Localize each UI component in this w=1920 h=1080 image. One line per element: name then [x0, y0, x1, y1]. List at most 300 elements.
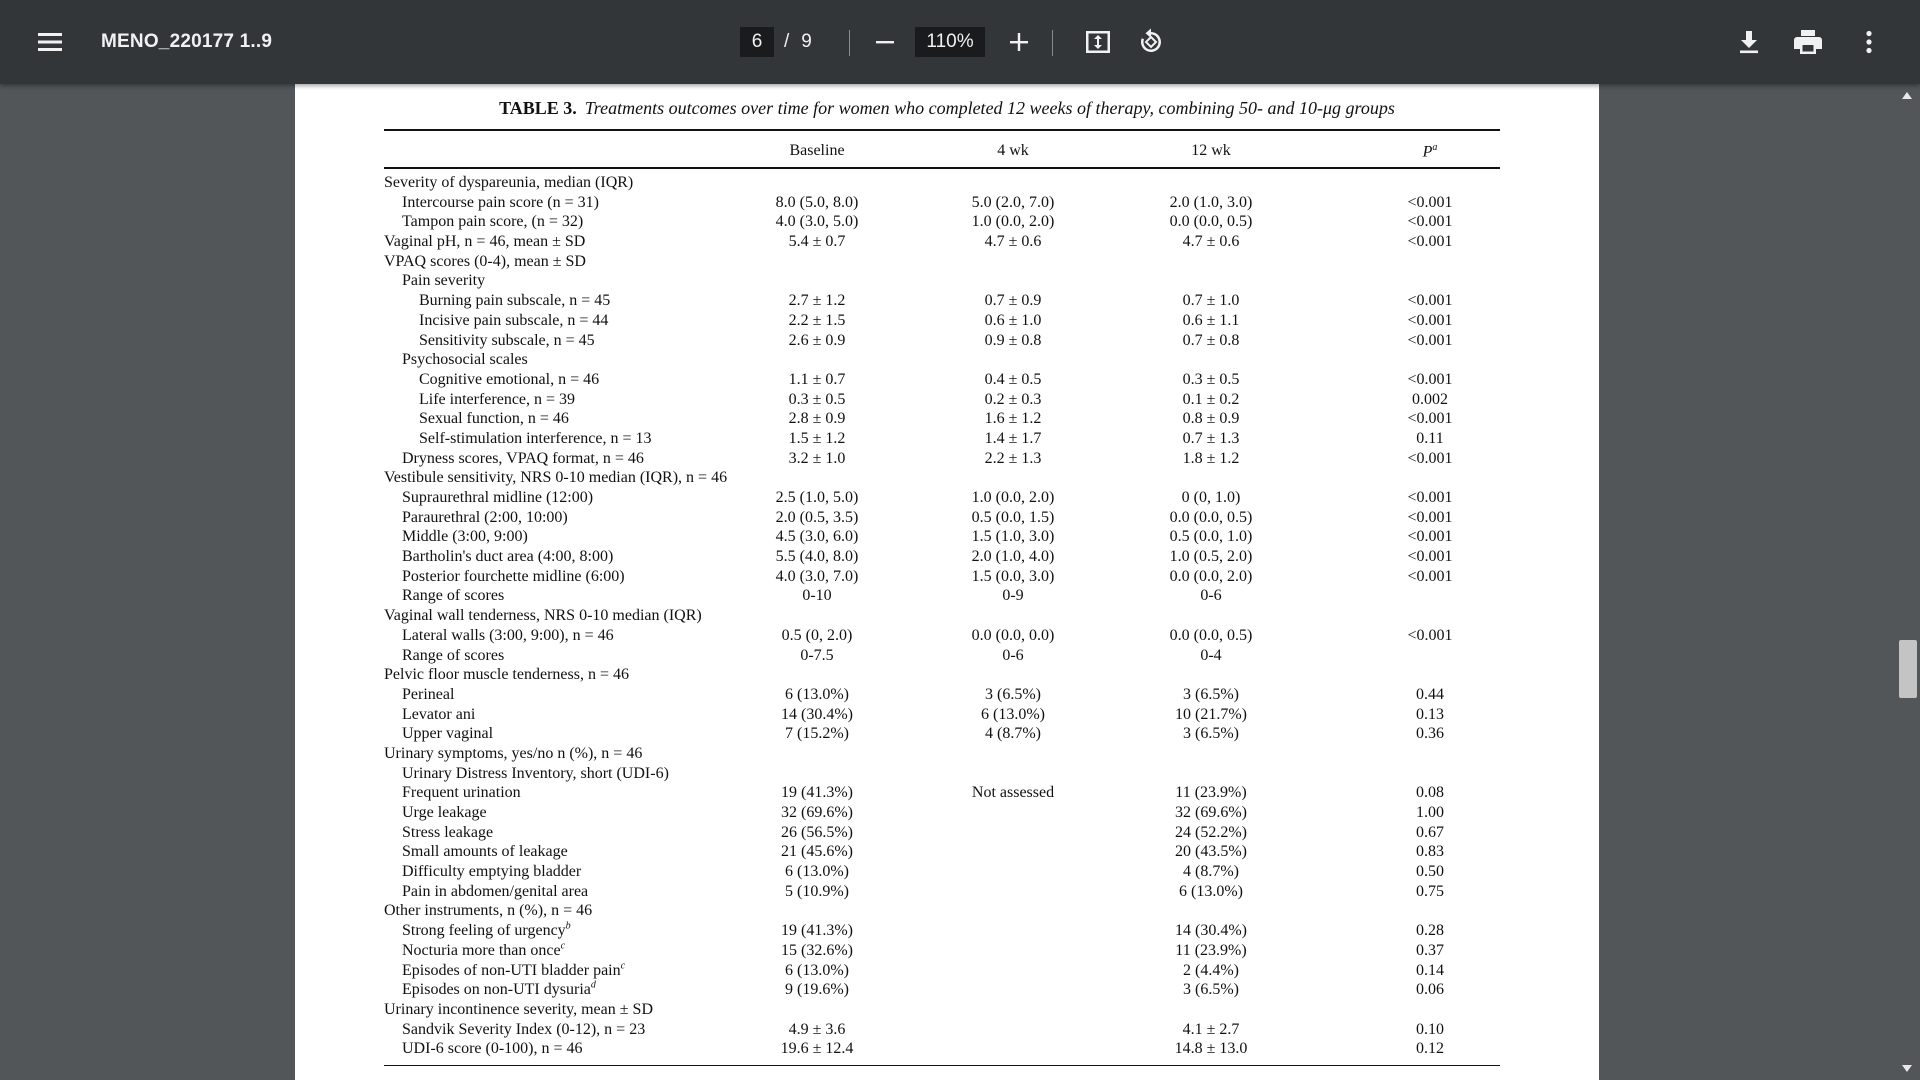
row-label-text: Burning pain subscale, n = 45 [419, 292, 611, 310]
cell-12wk: 14 (30.4%) [1175, 922, 1247, 940]
cell-12wk: 0.7 ± 0.8 [1182, 331, 1240, 349]
table-row [384, 370, 1500, 390]
cell-baseline: 5 (10.9%) [785, 882, 849, 900]
row-label-text: Upper vaginal [402, 725, 494, 743]
row-label-text: Nocturia more than once [402, 941, 561, 959]
table-row [384, 547, 1500, 567]
row-label [402, 449, 644, 469]
table-row [384, 173, 1500, 193]
cell-baseline: 0-10 [802, 587, 832, 605]
table-row [384, 252, 1500, 272]
cell-baseline: 6 (13.0%) [785, 961, 849, 979]
cell-4wk: 0.9 ± 0.8 [984, 331, 1042, 349]
cell-12wk: 32 (69.6%) [1175, 804, 1247, 821]
row-label-text: Self-stimulation interference, n = 13 [419, 429, 652, 447]
print-button[interactable] [1788, 0, 1828, 84]
cell-4wk: 1.0 (0.0, 2.0) [971, 489, 1055, 506]
cell-12wk: 0.6 ± 1.1 [1182, 311, 1240, 329]
cell-baseline: 4.5 (3.0, 6.0) [775, 528, 859, 546]
row-label-text: Range of scores [402, 587, 505, 605]
cell-baseline: 5.4 ± 0.7 [788, 233, 846, 251]
row-label [402, 724, 493, 744]
row-label [402, 882, 588, 902]
table-label: TABLE 3. [499, 98, 577, 118]
row-label-text: Dryness scores, VPAQ format, n = 46 [402, 449, 644, 467]
cell-4wk: 0.6 ± 1.0 [984, 311, 1042, 329]
cell-p-value: 0.08 [1416, 784, 1444, 802]
table-row [384, 685, 1500, 705]
cell-baseline: 1.5 ± 1.2 [788, 429, 846, 447]
row-label-text: VPAQ scores (0-4), mean ± SD [384, 252, 586, 270]
cell-4wk: 5.0 (2.0, 7.0) [971, 193, 1055, 211]
cell-4wk: 2.2 ± 1.3 [984, 449, 1042, 467]
table-row [384, 409, 1500, 429]
row-label-text: Bartholin's duct area (4:00, 8:00) [402, 548, 614, 566]
table-top-rule [384, 129, 1500, 131]
table-row [384, 1039, 1500, 1059]
cell-p-value: <0.001 [1407, 311, 1453, 329]
table-row [384, 626, 1500, 646]
toolbar-divider [849, 30, 850, 56]
cell-p-value: <0.001 [1407, 528, 1453, 546]
cell-12wk: 0.0 (0.0, 0.5) [1169, 213, 1253, 231]
print-icon [1794, 29, 1822, 55]
cell-12wk: 0.3 ± 0.5 [1182, 370, 1240, 388]
row-label-text: Perineal [402, 685, 455, 703]
row-label [384, 173, 633, 193]
row-label [384, 665, 629, 685]
cell-p-value: 0.10 [1416, 1020, 1444, 1038]
table-row [384, 586, 1500, 606]
document-title: MENO_220177 1..9 [101, 31, 273, 52]
vertical-scrollbar[interactable] [1896, 84, 1920, 1080]
cell-baseline: 15 (32.6%) [781, 941, 853, 959]
pdf-toolbar [0, 0, 1920, 84]
row-label-text: Sandvik Severity Index (0-12), n = 23 [402, 1020, 646, 1038]
table-row [384, 764, 1500, 784]
row-label-text: Incisive pain subscale, n = 44 [419, 311, 609, 329]
row-label [402, 764, 669, 784]
cell-baseline: 6 (13.0%) [785, 685, 849, 703]
cell-4wk: 0.7 ± 0.9 [984, 292, 1042, 310]
menu-icon [38, 32, 64, 52]
table-row [384, 1020, 1500, 1040]
cell-p-value: 1.00 [1416, 804, 1444, 821]
more-options-button[interactable] [1849, 0, 1889, 84]
cell-p-value: 0.50 [1416, 863, 1444, 881]
cell-baseline: 7 (15.2%) [785, 725, 849, 743]
table-row [384, 882, 1500, 902]
menu-button[interactable] [28, 0, 74, 84]
cell-4wk: 1.5 (0.0, 3.0) [971, 567, 1055, 585]
cell-12wk: 4.7 ± 0.6 [1182, 233, 1240, 251]
cell-baseline: 32 (69.6%) [781, 804, 853, 821]
row-label [402, 783, 521, 803]
row-label-text: Small amounts of leakage [402, 843, 568, 861]
page-number-input[interactable]: 6 [740, 27, 774, 57]
row-label-text: Urinary incontinence severity, mean ± SD [384, 1000, 653, 1018]
cell-p-value: <0.001 [1407, 292, 1453, 310]
cell-baseline: 2.8 ± 0.9 [788, 410, 846, 428]
row-label-text: Lateral walls (3:00, 9:00), n = 46 [402, 626, 614, 644]
cell-p-value: <0.001 [1407, 489, 1453, 506]
cell-4wk: 6 (13.0%) [981, 705, 1045, 723]
table-bottom-rule [384, 1065, 1500, 1066]
table-row [384, 429, 1500, 449]
row-label [419, 291, 610, 311]
table-row [384, 961, 1500, 981]
row-label [402, 842, 568, 862]
cell-12wk: 11 (23.9%) [1175, 784, 1247, 802]
cell-p-value: <0.001 [1407, 193, 1453, 211]
row-label [402, 488, 593, 508]
header-p-sup: a [1432, 142, 1438, 153]
table-row [384, 311, 1500, 331]
row-label [419, 370, 599, 390]
table-header-rule [384, 167, 1500, 169]
cell-p-value: 0.75 [1416, 882, 1444, 900]
rotate-button[interactable] [1131, 0, 1171, 84]
fit-page-button[interactable] [1078, 0, 1118, 84]
table-row [384, 862, 1500, 882]
table-row [384, 783, 1500, 803]
cell-p-value: 0.28 [1416, 922, 1444, 940]
row-label [402, 1020, 645, 1040]
footnote-marker: c [620, 960, 626, 972]
table-caption [295, 98, 1599, 119]
table-row [384, 744, 1500, 764]
cell-baseline: 4.9 ± 3.6 [788, 1020, 846, 1038]
cell-4wk: 3 (6.5%) [985, 685, 1041, 703]
cell-4wk: Not assessed [971, 784, 1055, 802]
row-label-text: Sexual function, n = 46 [419, 410, 569, 428]
row-label [402, 1039, 583, 1059]
cell-baseline: 21 (45.6%) [781, 843, 853, 861]
scroll-down-arrow-icon[interactable] [1902, 1065, 1912, 1072]
cell-baseline: 9 (19.6%) [785, 981, 849, 999]
zoom-in-button[interactable] [999, 0, 1039, 84]
header-p [1370, 142, 1490, 161]
row-label-text: Frequent urination [402, 784, 521, 802]
cell-p-value: <0.001 [1407, 233, 1453, 251]
cell-p-value: 0.37 [1416, 941, 1444, 959]
cell-baseline: 19 (41.3%) [781, 784, 853, 802]
cell-12wk: 0.0 (0.0, 0.5) [1169, 508, 1253, 526]
row-label [384, 744, 642, 764]
row-label-text: Vaginal pH, n = 46, mean ± SD [384, 233, 586, 251]
download-icon [1738, 30, 1760, 54]
row-label [402, 527, 528, 547]
cell-p-value: 0.002 [1412, 390, 1448, 408]
cell-baseline: 0-7.5 [800, 646, 834, 664]
row-label-text: Difficulty emptying bladder [402, 863, 582, 881]
row-label-text: Psychosocial scales [402, 351, 528, 369]
cell-p-value: 0.11 [1416, 429, 1444, 447]
table-row [384, 350, 1500, 370]
row-label [384, 468, 727, 488]
row-label-text: Range of scores [402, 646, 505, 664]
cell-4wk: 4.7 ± 0.6 [984, 233, 1042, 251]
pdf-page [295, 84, 1599, 1080]
rotate-icon [1136, 27, 1166, 57]
zoom-level[interactable]: 110% [915, 27, 985, 57]
row-label-text: Severity of dyspareunia, median (IQR) [384, 174, 634, 191]
cell-baseline: 2.6 ± 0.9 [788, 331, 846, 349]
row-label-text: Intercourse pain score (n = 31) [402, 193, 599, 211]
table-row [384, 527, 1500, 547]
cell-12wk: 1.0 (0.5, 2.0) [1169, 548, 1253, 566]
cell-baseline: 0.3 ± 0.5 [788, 390, 846, 408]
row-label-text: Life interference, n = 39 [419, 390, 576, 408]
row-label [384, 1000, 653, 1020]
cell-12wk: 0 (0, 1.0) [1181, 489, 1241, 506]
cell-baseline: 2.7 ± 1.2 [788, 292, 846, 310]
row-label [402, 586, 504, 606]
row-label [384, 901, 592, 921]
footnote-marker: b [565, 920, 571, 932]
row-label-text: Vaginal wall tenderness, NRS 0-10 median (IQR) [384, 607, 702, 625]
cell-12wk: 6 (13.0%) [1179, 882, 1243, 900]
row-label-text: Middle (3:00, 9:00) [402, 528, 528, 546]
cell-p-value: <0.001 [1407, 370, 1453, 388]
cell-p-value: <0.001 [1407, 548, 1453, 566]
cell-12wk: 0.7 ± 1.3 [1182, 429, 1240, 447]
cell-baseline: 5.5 (4.0, 8.0) [775, 548, 859, 566]
table-caption-text: Treatments outcomes over time for women who completed 12 weeks of therapy, combining 50- and 10-μg groups [584, 98, 1395, 118]
cell-p-value: <0.001 [1407, 410, 1453, 428]
total-pages: 9 [801, 31, 812, 52]
row-label [419, 331, 595, 351]
table-row [384, 449, 1500, 469]
page-control [740, 0, 812, 84]
header-baseline: Baseline [789, 142, 845, 159]
download-button[interactable] [1729, 0, 1769, 84]
cell-12wk: 24 (52.2%) [1175, 823, 1247, 841]
cell-baseline: 4.0 (3.0, 5.0) [775, 213, 859, 231]
zoom-out-button[interactable] [865, 0, 905, 84]
row-label [402, 350, 528, 370]
cell-12wk: 14.8 ± 13.0 [1174, 1040, 1248, 1058]
footnote-marker: d [590, 979, 596, 991]
row-label [402, 980, 596, 1000]
row-label [402, 508, 568, 528]
cell-12wk: 0.0 (0.0, 2.0) [1169, 567, 1253, 585]
table-row [384, 901, 1500, 921]
table-row [384, 1000, 1500, 1020]
cell-p-value: 0.06 [1416, 981, 1444, 999]
cell-12wk: 20 (43.5%) [1175, 843, 1247, 861]
zoom-out-icon [875, 32, 895, 52]
cell-4wk: 2.0 (1.0, 4.0) [971, 548, 1055, 566]
table-body [384, 173, 1500, 1059]
cell-baseline: 14 (30.4%) [781, 705, 853, 723]
row-label [419, 311, 608, 331]
cell-4wk: 1.5 (1.0, 3.0) [971, 528, 1055, 546]
table-row [384, 331, 1500, 351]
cell-baseline: 2.2 ± 1.5 [788, 311, 846, 329]
row-label-text: Posterior fourchette midline (6:00) [402, 567, 625, 585]
cell-p-value: 0.67 [1416, 823, 1444, 841]
row-label-text: Urinary symptoms, yes/no n (%), n = 46 [384, 744, 643, 762]
cell-p-value: <0.001 [1407, 567, 1453, 585]
cell-4wk: 0.4 ± 0.5 [984, 370, 1042, 388]
row-label [402, 193, 599, 213]
table-row [384, 823, 1500, 843]
cell-p-value: 0.13 [1416, 705, 1444, 723]
cell-4wk: 0.5 (0.0, 1.5) [971, 508, 1055, 526]
fit-page-icon [1084, 29, 1112, 55]
table-row [384, 705, 1500, 725]
table-row [384, 665, 1500, 685]
footnote-marker: c [560, 940, 566, 952]
more-vert-icon [1865, 30, 1873, 54]
cell-12wk: 4.1 ± 2.7 [1182, 1020, 1240, 1038]
table-row [384, 980, 1500, 1000]
cell-12wk: 0-6 [1200, 587, 1222, 605]
cell-4wk: 1.4 ± 1.7 [984, 429, 1042, 447]
cell-baseline: 3.2 ± 1.0 [788, 449, 846, 467]
cell-4wk: 0.0 (0.0, 0.0) [971, 626, 1055, 644]
cell-4wk: 1.6 ± 1.2 [984, 410, 1042, 428]
table-row [384, 212, 1500, 232]
row-label [402, 567, 625, 587]
row-label-text: Other instruments, n (%), n = 46 [384, 902, 593, 920]
cell-4wk: 0.2 ± 0.3 [984, 390, 1042, 408]
row-label-text: Pain severity [402, 272, 486, 290]
row-label [384, 232, 585, 252]
row-label [384, 252, 586, 272]
cell-12wk: 2.0 (1.0, 3.0) [1169, 193, 1253, 211]
row-label [402, 862, 581, 882]
cell-4wk: 4 (8.7%) [985, 725, 1041, 743]
row-label [402, 547, 613, 567]
cell-p-value: <0.001 [1407, 626, 1453, 644]
table-row [384, 488, 1500, 508]
cell-12wk: 1.8 ± 1.2 [1182, 449, 1240, 467]
table-row [384, 567, 1500, 587]
cell-baseline: 19 (41.3%) [781, 922, 853, 940]
cell-baseline: 1.1 ± 0.7 [788, 370, 846, 388]
row-label [402, 212, 583, 232]
cell-baseline: 4.0 (3.0, 7.0) [775, 567, 859, 585]
cell-12wk: 4 (8.7%) [1183, 863, 1239, 881]
table-row [384, 941, 1500, 961]
row-label [402, 921, 571, 941]
cell-12wk: 0-4 [1200, 646, 1222, 664]
row-label-text: Vestibule sensitivity, NRS 0-10 median (IQR), n = 46 [384, 469, 728, 487]
table-row [384, 232, 1500, 252]
zoom-in-icon [1009, 32, 1029, 52]
row-label-text: Pain in abdomen/genital area [402, 882, 589, 900]
row-label [419, 409, 569, 429]
cell-baseline: 2.5 (1.0, 5.0) [775, 489, 859, 506]
cell-12wk: 0.7 ± 1.0 [1182, 292, 1240, 310]
table-row [384, 390, 1500, 410]
cell-p-value: <0.001 [1407, 331, 1453, 349]
cell-baseline: 2.0 (0.5, 3.5) [775, 508, 859, 526]
row-label-text: Levator ani [402, 705, 476, 723]
cell-baseline: 19.6 ± 12.4 [780, 1040, 854, 1058]
cell-baseline: 6 (13.0%) [785, 863, 849, 881]
row-label-text: Episodes on non-UTI dysuria [402, 981, 591, 999]
cell-12wk: 0.1 ± 0.2 [1182, 390, 1240, 408]
table-row [384, 193, 1500, 213]
cell-baseline: 26 (56.5%) [781, 823, 853, 841]
scroll-up-arrow-icon[interactable] [1902, 92, 1912, 99]
row-label [402, 705, 475, 725]
cell-p-value: 0.36 [1416, 725, 1444, 743]
cell-12wk: 0.8 ± 0.9 [1182, 410, 1240, 428]
row-label-text: Sensitivity subscale, n = 45 [419, 331, 595, 349]
header-p-label: P [1422, 143, 1433, 161]
row-label-text: Paraurethral (2:00, 10:00) [402, 508, 568, 526]
row-label [402, 646, 504, 666]
table-row [384, 803, 1500, 823]
table-row [384, 842, 1500, 862]
table-row [384, 271, 1500, 291]
row-label [384, 606, 702, 626]
row-label-text: Cognitive emotional, n = 46 [419, 370, 600, 388]
table-row [384, 468, 1500, 488]
page-separator: / [784, 31, 790, 52]
row-label-text: Supraurethral midline (12:00) [402, 489, 594, 506]
cell-12wk: 3 (6.5%) [1183, 685, 1239, 703]
cell-baseline: 0.5 (0, 2.0) [781, 626, 853, 644]
cell-12wk: 10 (21.7%) [1175, 705, 1247, 723]
row-label [402, 685, 454, 705]
cell-p-value: 0.12 [1416, 1040, 1444, 1058]
header-4wk: 4 wk [997, 142, 1029, 159]
header-12wk: 12 wk [1191, 142, 1231, 159]
row-label [402, 941, 565, 961]
row-label-text: Strong feeling of urgency [402, 922, 566, 940]
cell-12wk: 11 (23.9%) [1175, 941, 1247, 959]
cell-4wk: 0-6 [1002, 646, 1024, 664]
cell-p-value: <0.001 [1407, 508, 1453, 526]
cell-12wk: 0.0 (0.0, 0.5) [1169, 626, 1253, 644]
cell-p-value: 0.14 [1416, 961, 1444, 979]
row-label-text: Urinary Distress Inventory, short (UDI-6) [402, 764, 669, 782]
row-label-text: UDI-6 score (0-100), n = 46 [402, 1040, 583, 1058]
cell-p-value: <0.001 [1407, 213, 1453, 231]
table-row [384, 291, 1500, 311]
row-label [402, 271, 485, 291]
row-label-text: Stress leakage [402, 823, 494, 841]
row-label [402, 803, 487, 823]
cell-p-value: 0.44 [1416, 685, 1444, 703]
toolbar-divider [1052, 30, 1053, 56]
cell-p-value: 0.83 [1416, 843, 1444, 861]
table-row [384, 921, 1500, 941]
table-row [384, 508, 1500, 528]
row-label-text: Pelvic floor muscle tenderness, n = 46 [384, 666, 629, 684]
table-row [384, 646, 1500, 666]
row-label-text: Tampon pain score, (n = 32) [402, 213, 584, 231]
table-row [384, 724, 1500, 744]
table-row [384, 606, 1500, 626]
row-label-text: Episodes of non-UTI bladder pain [402, 961, 621, 979]
row-label [419, 390, 575, 410]
row-label [402, 961, 625, 981]
row-label [419, 429, 652, 449]
row-label [402, 626, 614, 646]
cell-p-value: <0.001 [1407, 449, 1453, 467]
cell-4wk: 1.0 (0.0, 2.0) [971, 213, 1055, 231]
scrollbar-thumb[interactable] [1899, 640, 1917, 698]
row-label-text: Urge leakage [402, 804, 487, 821]
cell-12wk: 0.5 (0.0, 1.0) [1169, 528, 1253, 546]
cell-baseline: 8.0 (5.0, 8.0) [775, 193, 859, 211]
